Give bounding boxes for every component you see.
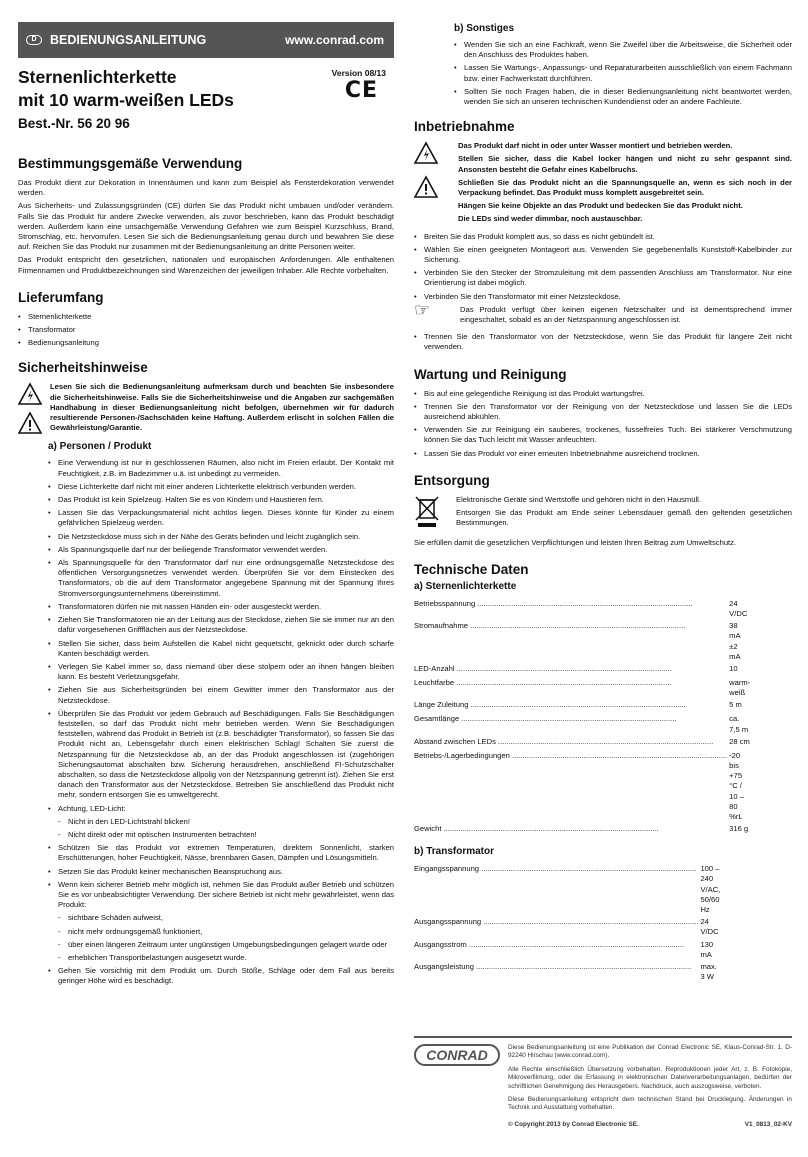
header-title: BEDIENUNGSANLEITUNG — [50, 32, 207, 47]
setup-warning-3: Schließen Sie das Produkt nicht an die Spannungsquelle an, wenn es sich noch in der Verpackung befindet. Das Produkt muss komplett ausgebreitet sein. — [458, 177, 792, 198]
list-item: • Überprüfen Sie das Produkt vor jedem Gebrauch auf Beschädigungen. Falls Sie Beschädigungen feststellen, so darf das Produkt nicht mehr betrieben werden. Wenn Sie Beschädigungen feststellen, während das Produkt in Betrieb ist (z.B. beschädigter Transformator), so fassen Sie das Produkt nicht an, Lebensgefahr durch einen elektrischen Schlag! Schalten Sie zuerst die Netzspannung für die Netzsteckdose ab, an der das Produkt angeschlossen ist (zugehörigen Sicherungsautomat abschalten bzw. Sicherung herausdrehen, anschließend FI-Schutzschalter abschalten, so dass die Netzsteckdose allpolig von der Netzspannung getrennt ist). Ziehen Sie erst danach den Transformator aus der Netzsteckdose. Betreiben Sie anschließend das Produkt nicht mehr, sondern entsorgen Sie es umweltgerecht. — [48, 709, 394, 801]
setup-note — [414, 299, 792, 328]
scope-list — [18, 312, 394, 349]
setup-list — [414, 232, 792, 302]
list-item: • Bedienungsanleitung — [18, 338, 394, 348]
footer-text-3: Diese Bedienungsanleitung entspricht dem technischen Stand bei Drucklegung. Änderungen in Technik und Ausstattung vorbehalten. — [508, 1096, 792, 1112]
list-item: • Sternenlichterkette — [18, 312, 394, 322]
disposal-text-3: Sie erfüllen damit die gesetzlichen Verpflichtungen und leisten Ihren Beitrag zum Umweltschutz. — [414, 537, 737, 547]
list-item: - sichtbare Schäden aufweist, — [48, 913, 394, 923]
table-row: Stromaufnahme ..... 38 mA ±2 mA — [414, 620, 750, 663]
order-number: Best.-Nr. 56 20 96 — [18, 116, 130, 131]
setup-list-2 — [414, 332, 792, 352]
disposal-block — [414, 495, 792, 532]
table-row: LED-Anzahl ..... 10 — [414, 663, 750, 677]
list-item: • Setzen Sie das Produkt keiner mechanischen Beanspruchung aus. — [48, 867, 394, 877]
crossed-bin-icon — [414, 495, 440, 529]
page-title: Sternenlichterkette mit 10 warm-weißen LEDs — [18, 67, 234, 110]
list-item: - Nicht in den LED-Lichtstrahl blicken! — [48, 817, 394, 827]
list-item: • Die Netzsteckdose muss sich in der Nähe des Geräts befinden und leicht zugänglich sein. — [48, 532, 394, 542]
warning-icon — [18, 411, 42, 435]
list-item: • Ziehen Sie aus Sicherheitsgründen bei einem Gewitter immer den Transformator aus der Netzsteckdose. — [48, 685, 394, 705]
section-heading-care: Wartung und Reinigung — [414, 366, 567, 382]
table-row: Länge Zuleitung ..... 5 m — [414, 699, 750, 713]
header-brand — [26, 32, 207, 47]
header-bar — [18, 22, 394, 58]
disposal-text-1: Elektronische Geräte sind Wertstoffe und gehören nicht in den Hausmüll. — [456, 494, 701, 504]
section-heading-disposal: Entsorgung — [414, 472, 490, 488]
subheading-persons: a) Personen / Produkt — [48, 441, 152, 453]
list-item: • Lassen Sie das Verpackungsmaterial nicht achtlos liegen. Dieses könnte für Kinder zu einem gefährlichen Spielzeug werden. — [48, 508, 394, 528]
safety-list-3 — [18, 966, 394, 986]
tech-table-a — [414, 598, 750, 837]
list-item: • Als Spannungsquelle für den Transformator darf nur eine ordnungsgemäße Netzsteckdose des öffentlichen Versorgungsnetzes verwendet werden. Überprüfen Sie vor dem Einstecken des Transformators, ob die auf dem Transformator angegebene Spannung mit der Spannung Ihres Stromversorgungsunternehmens übereinstimmt. — [48, 558, 394, 599]
safety-intro-text: Lesen Sie sich die Bedienungsanleitung aufmerksam durch und beachten Sie insbesondere die Sicherheitshinweise. Falls Sie die Sicherheitshinweise und die Angaben zur sachgemäßen Handhabung in dieser Bedienungsanleitung nicht befolgen, übernehmen wir für dadurch resultierende Personen-/Sachschäden keine Haftung. Außerdem erlischt in solchen Fällen die Gewährleistung/Garantie. — [50, 382, 394, 433]
section-heading-use: Bestimmungsgemäße Verwendung — [18, 156, 243, 171]
list-item: • Wenn kein sicherer Betrieb mehr möglich ist, nehmen Sie das Produkt außer Betrieb und schützen Sie es vor unbeabsichtigter Verwendung. Der sichere Betrieb ist nicht mehr gewährleistet, wenn das Produkt: — [48, 880, 394, 911]
setup-warning-2: Stellen Sie sicher, dass die Kabel locker hängen und nicht zu sehr gespannt sind. Ansonsten besteht die Gefahr eines Kabelbruchs. — [458, 154, 792, 174]
warning-icon — [414, 175, 438, 199]
tech-table-b — [414, 863, 720, 983]
list-item: • Transformatoren dürfen nie mit nassen Händen ein- oder ausgesteckt werden. — [48, 602, 394, 612]
list-item: • Stellen Sie sicher, dass beim Aufstellen die Kabel nicht gequetscht, geknickt oder durch scharfe Kanten beschädigt werden. — [48, 639, 394, 659]
subheading-light-chain: a) Sternenlichterkette — [414, 580, 517, 592]
right-column — [414, 22, 792, 983]
use-paragraph-2: Aus Sicherheits- und Zulassungsgründen (CE) dürfen Sie das Produkt nicht umbauen und/oder verändern. Falls Sie das Produkt für andere Zwecke verwenden, als zuvor beschrieben, kann das Produkt beschädigt werden. Außerdem kann eine unsachgemäße Verwendung Gefahren wie zum Beispiel Kurzschluss, Brand, Stromschlag, etc. hervorrufen. Lesen Sie sich die Bedienungsanleitung genau durch und bewahren Sie diese auf. Reichen Sie das Produkt nur zusammen mit der Bedienungsanleitung an dritte Personen weiter. — [18, 201, 394, 252]
use-paragraph-3: Das Produkt entspricht den gesetzlichen, nationalen und europäischen Anforderungen. Alle enthaltenen Firmennamen und Produktbezeichnungen sind Warenzeichen der jeweiligen Inhaber. Alle Rechte vorbehalten. — [18, 255, 394, 275]
setup-warning-5: Die LEDs sind weder dimmbar, noch austauschbar. — [458, 214, 643, 224]
section-heading-scope: Lieferumfang — [18, 289, 104, 305]
list-item: • Schützen Sie das Produkt vor extremen Temperaturen, direktem Sonnenlicht, starken Erschütterungen, hoher Feuchtigkeit, Nässe, brennbaren Gasen, Dämpfen und Lösungsmitteln. — [48, 843, 394, 863]
table-row: Leuchtfarbe ..... warm-weiß — [414, 677, 750, 699]
list-item: • Das Produkt ist kein Spielzeug. Halten Sie es von Kindern und Haustieren fern. — [48, 495, 394, 505]
list-item: • Verlegen Sie Kabel immer so, dass niemand über diese stolpern oder an ihnen hängen bleiben kann. Es besteht Verletzungsgefahr. — [48, 662, 394, 682]
list-item: - über einen längeren Zeitraum unter ungünstigen Umgebungsbedingungen gelagert wurde oder — [48, 940, 394, 950]
left-column — [18, 156, 394, 990]
list-item: • Eine Verwendung ist nur in geschlossenen Räumen, also nicht im Freien erlaubt. Der Kontakt mit Feuchtigkeit, z.B. im Badezimmer u.ä. ist unbedingt zu vermeiden. — [48, 458, 394, 478]
version-label: Version 08/13 — [331, 68, 386, 78]
doc-code: V1_0813_02-KV — [744, 1120, 792, 1128]
conrad-logo: CONRAD — [414, 1044, 500, 1066]
list-item: • Diese Lichterkette darf nicht mit einer anderen Lichterkette elektrisch verbunden werden. — [48, 482, 394, 492]
list-item: • Bis auf eine gelegentliche Reinigung ist das Produkt wartungsfrei. — [414, 389, 792, 399]
list-item: • Ziehen Sie Transformatoren nie an der Leitung aus der Steckdose, ziehen Sie sie immer nur an den dafür vorgesehenen Griffflächen aus der Netzsteckdose. — [48, 615, 394, 635]
list-item: • Sollten Sie noch Fragen haben, die in dieser Bedienungsanleitung nicht beantwortet werden, wenden Sie sich an unseren technischen Kundendienst oder an andere Fachleute. — [454, 87, 792, 107]
care-list — [414, 389, 792, 459]
pointing-hand-icon: ☞ — [414, 299, 431, 320]
footer — [414, 1036, 792, 1129]
footer-text-1: Diese Bedienungsanleitung ist eine Publikation der Conrad Electronic SE, Klaus-Conrad-Str. 1, D-92240 Hirschau (www.conrad.com). — [508, 1044, 792, 1060]
table-row: Gewicht ..... 316 g — [414, 823, 750, 837]
electric-warning-icon — [18, 382, 42, 406]
table-row: Abstand zwischen LEDs ..... 28 cm — [414, 736, 750, 750]
copyright: © Copyright 2013 by Conrad Electronic SE. — [508, 1120, 639, 1128]
setup-warning-1: Das Produkt darf nicht in oder unter Wasser montiert und betrieben werden. — [458, 141, 733, 151]
setup-note-text: Das Produkt verfügt über keinen eigenen Netzschalter und ist dementsprechend immer eingeschaltet, sobald es an der Netzspannung angeschlossen ist. — [460, 304, 792, 325]
section-heading-setup: Inbetriebnahme — [414, 119, 515, 135]
use-paragraph-1: Das Produkt dient zur Dekoration in Innenräumen und kann zum Beispiel als Fensterdekoration verwendet werden. — [18, 178, 394, 198]
list-item: • Achtung, LED-Licht: — [48, 804, 394, 814]
list-item: • Lassen Sie Wartungs-, Anpassungs- und Reparaturarbeiten ausschließlich von einem Fachmann bzw. einer Fachwerkstatt durchführen. — [454, 63, 792, 83]
electric-warning-icon — [414, 141, 438, 165]
list-item: • Verwenden Sie zur Reinigung ein sauberes, trockenes, fusselfreies Tuch. Bei stärkerer Verschmutzung können Sie das Tuch leicht mit Wasser anfeuchten. — [414, 425, 792, 445]
safety-list — [18, 458, 394, 813]
table-row: Eingangsspannung ..... 100 – 240 V/AC, 50/60 Hz — [414, 863, 720, 916]
subheading-other: b) Sonstiges — [454, 23, 515, 34]
list-item: • Trennen Sie den Transformator vor der Reinigung von der Netzsteckdose und lassen Sie die LEDs ausreichend abkühlen. — [414, 402, 792, 422]
ce-mark-icon: CE — [344, 78, 378, 103]
list-item: - nicht mehr ordnungsgemäß funktioniert, — [48, 927, 394, 937]
footer-text-2: Alle Rechte einschließlich Übersetzung vorbehalten. Reproduktionen jeder Art, z. B. Fotokopie, Mikroverfilmung, oder die Erfassung in elektronischen Datenverarbeitungsanlagen, bedürfen der schriftlichen Genehmigung des Herausgebers. Nachdruck, auch auszugsweise, verboten. — [508, 1065, 792, 1090]
led-list — [18, 817, 394, 840]
list-item: • Gehen Sie vorsichtig mit dem Produkt um. Durch Stöße, Schläge oder dem Fall aus bereits geringer Höhe wird es beschädigt. — [48, 966, 394, 986]
subheading-transformer: b) Transformator — [414, 846, 495, 858]
list-item: • Wenden Sie sich an eine Fachkraft, wenn Sie Zweifel über die Arbeitsweise, die Sicherheit oder den Anschluss des Produktes haben. — [454, 40, 792, 60]
section-heading-safety: Sicherheitshinweise — [18, 360, 148, 376]
table-row: Ausgangsstrom ..... 130 mA — [414, 939, 720, 961]
condition-list — [18, 913, 394, 963]
list-item: - Nicht direkt oder mit optischen Instrumenten betrachten! — [48, 830, 394, 840]
list-item: • Transformator — [18, 325, 394, 335]
table-row: Ausgangsspannung ..... 24 V/DC — [414, 916, 720, 938]
table-row: Betriebs-/Lagerbedingungen ..... -20 bis +75 °C / 10 – 80 %rL — [414, 750, 750, 823]
title-block — [18, 66, 394, 156]
list-item: • Als Spannungsquelle darf nur der beiliegende Transformator verwendet werden. — [48, 545, 394, 555]
list-item: • Breiten Sie das Produkt komplett aus, so dass es nicht gebündelt ist. — [414, 232, 792, 242]
table-row: Gesamtlänge ..... ca. 7,5 m — [414, 713, 750, 735]
setup-warnings — [414, 141, 792, 227]
d-logo-icon: D — [26, 35, 42, 45]
other-list — [414, 40, 792, 107]
list-item: • Trennen Sie den Transformator von der Netzsteckdose, wenn Sie das Produkt für längere Zeit nicht verwenden. — [414, 332, 792, 352]
list-item: • Wählen Sie einen geeigneten Montageort aus. Verwenden Sie gegebenenfalls Kunststoff-Kabelbinder zur Sicherung. — [414, 245, 792, 265]
setup-warning-4: Hängen Sie keine Objekte an das Produkt und bedecken Sie das Produkt nicht. — [458, 201, 743, 211]
safety-intro — [18, 382, 394, 436]
section-heading-tech: Technische Daten — [414, 561, 529, 577]
table-row: Ausgangsleistung ..... max. 3 W — [414, 961, 720, 983]
disposal-text-2: Entsorgen Sie das Produkt am Ende seiner Lebensdauer gemäß den geltenden gesetzlichen Bestimmungen. — [456, 508, 792, 528]
list-item: - erheblichen Transportbelastungen ausgesetzt wurde. — [48, 953, 394, 963]
list-item: • Lassen Sie das Produkt vor einer erneuten Inbetriebnahme ausreichend trocknen. — [414, 449, 792, 459]
safety-list-2 — [18, 843, 394, 910]
list-item: • Verbinden Sie den Stecker der Stromzuleitung mit dem passenden Anschluss am Transformator. Nur eine Orientierung ist dabei möglich. — [414, 268, 792, 288]
list-item: • Verbinden Sie den Transformator mit einer Netzsteckdose. — [414, 292, 792, 302]
header-url[interactable]: www.conrad.com — [285, 32, 384, 47]
table-row: Betriebsspannung ..... 24 V/DC — [414, 598, 750, 620]
